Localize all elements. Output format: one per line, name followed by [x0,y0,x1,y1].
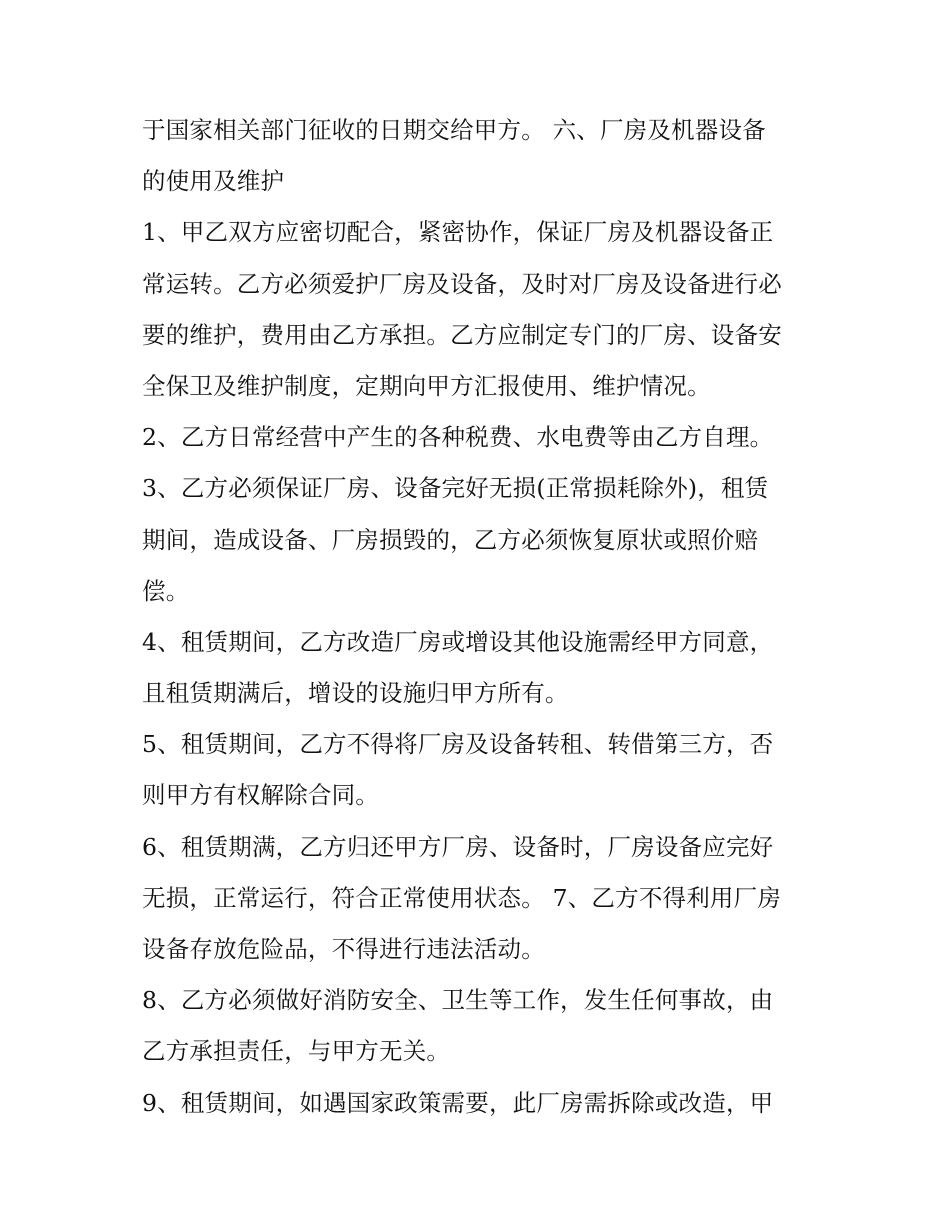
text-line: 期间，造成设备、厂房损毁的，乙方必须恢复原状或照价赔 [142,525,759,554]
text-line: 全保卫及维护制度，定期向甲方汇报使用、维护情况。 [142,371,711,400]
text-line: 1、甲乙双方应密切配合，紧密协作，保证厂房及机器设备正 [142,218,774,247]
text-line: 无损，正常运行，符合正常使用状态。 7、乙方不得利用厂房 [142,883,782,912]
text-line: 9、租赁期间，如遇国家政策需要，此厂房需拆除或改造，甲 [142,1088,774,1117]
document-body [142,105,812,1129]
text-line: 6、租赁期满，乙方归还甲方厂房、设备时，厂房设备应完好 [142,832,774,861]
text-line: 8、乙方必须做好消防安全、卫生等工作，发生任何事故，由 [142,986,774,1015]
text-line: 乙方承担责任，与甲方无关。 [142,1037,451,1066]
text-line: 3、乙方必须保证厂房、设备完好无损(正常损耗除外)，租赁 [142,474,769,503]
text-line: 且租赁期满后，增设的设施归甲方所有。 [142,679,569,708]
text-line: 偿。 [142,576,190,605]
text-line: 常运转。乙方必须爱护厂房及设备，及时对厂房及设备进行必 [142,269,782,298]
text-line: 设备存放危险品，不得进行违法活动。 [142,935,545,963]
text-line: 4、租赁期间，乙方改造厂房或增设其他设施需经甲方同意， [142,627,774,656]
text-line: 于国家相关部门征收的日期交给甲方。 六、厂房及机器设备 [142,116,766,144]
text-line: 2、乙方日常经营中产生的各种税费、水电费等由乙方自理。 [142,423,774,452]
text-line: 的使用及维护 [142,167,285,196]
text-line: 则甲方有权解除合同。 [142,781,379,810]
text-line: 5、租赁期间，乙方不得将厂房及设备转租、转借第三方，否 [142,730,774,759]
text-line: 要的维护，费用由乙方承担。乙方应制定专门的厂房、设备安 [142,320,782,349]
